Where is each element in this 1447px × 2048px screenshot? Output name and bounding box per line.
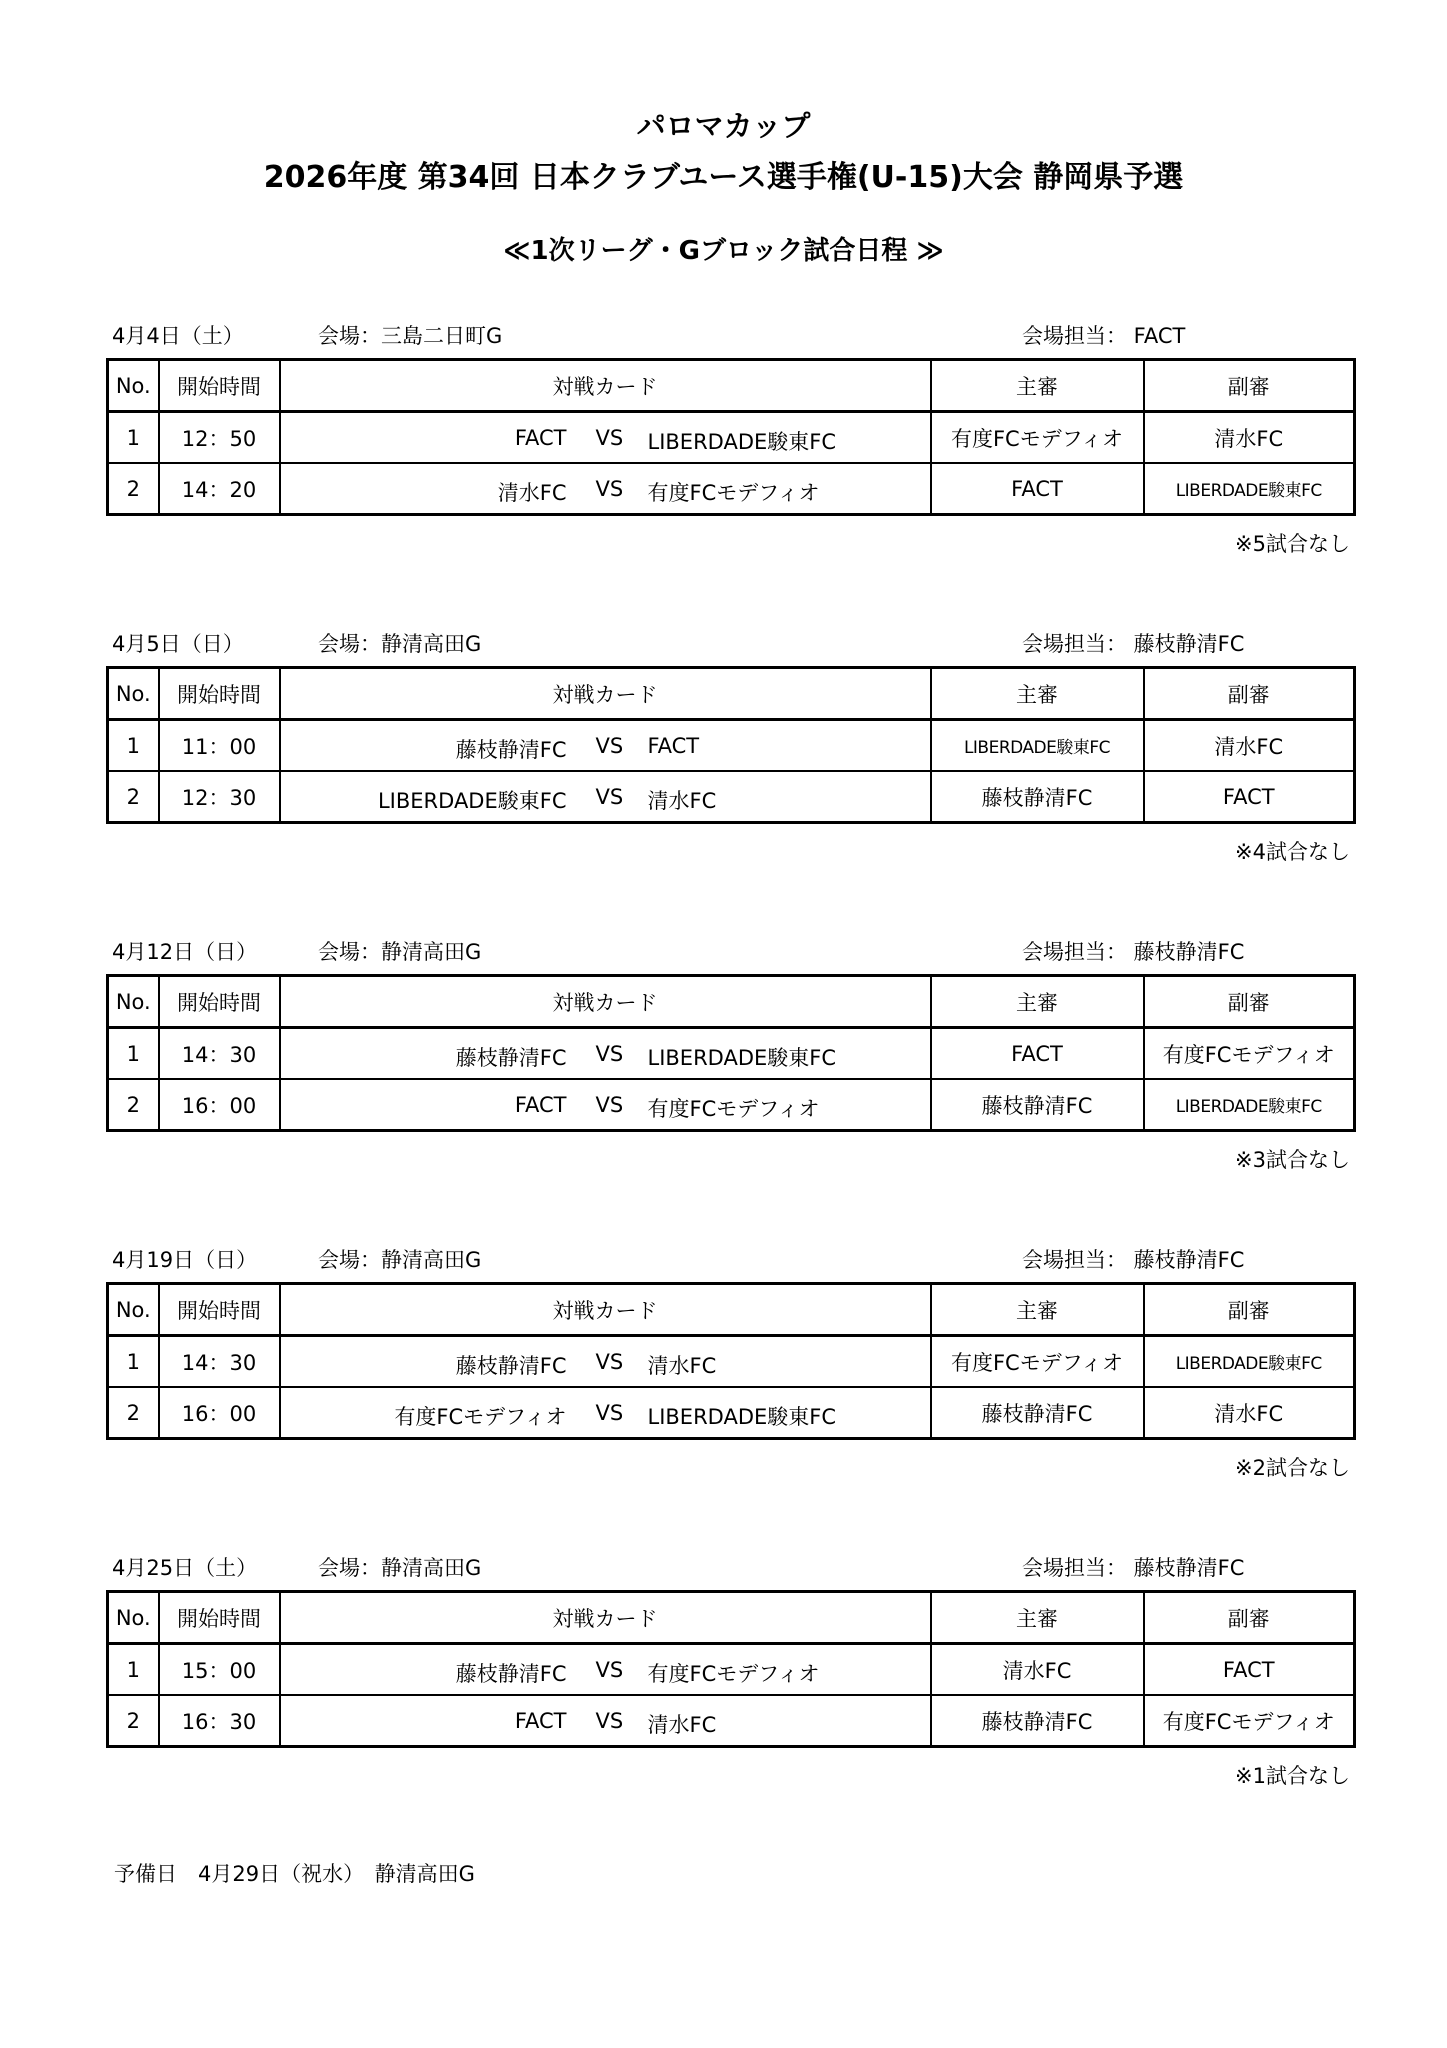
schedule-table bbox=[106, 1590, 1356, 1748]
section-note: ※5試合なし bbox=[1235, 532, 1350, 556]
start-time: 11：00 bbox=[159, 720, 280, 772]
header-no: No. bbox=[108, 668, 159, 720]
match-card bbox=[280, 1387, 931, 1439]
table-row bbox=[108, 412, 1355, 464]
header-referee: 主審 bbox=[931, 668, 1144, 720]
match-card bbox=[280, 720, 931, 772]
schedule-table bbox=[106, 358, 1356, 516]
assistant-referee: 清水FC bbox=[1144, 720, 1355, 772]
table-row bbox=[108, 1695, 1355, 1747]
away-team: 清水FC bbox=[647, 1354, 717, 1378]
home-team: 有度FCモデフィオ bbox=[394, 1405, 567, 1429]
match-no: 2 bbox=[108, 1695, 159, 1747]
vs-label: VS bbox=[595, 477, 624, 501]
start-time: 12：50 bbox=[159, 412, 280, 464]
schedule-section bbox=[106, 620, 1353, 866]
home-team: FACT bbox=[514, 426, 567, 450]
match-no: 1 bbox=[108, 720, 159, 772]
header-assistant: 副審 bbox=[1144, 360, 1355, 412]
table-row bbox=[108, 1028, 1355, 1080]
away-team: 有度FCモデフィオ bbox=[647, 1662, 820, 1686]
match-card bbox=[280, 1079, 931, 1131]
section-info bbox=[106, 1544, 1353, 1590]
reserve-day: 予備日 4月29日（祝水） 静清高田G bbox=[114, 1862, 475, 1886]
venue-manager: 会場担当： 藤枝静清FC bbox=[1022, 1556, 1245, 1580]
schedule-table bbox=[106, 1282, 1356, 1440]
venue-manager: 会場担当： 藤枝静清FC bbox=[1022, 1248, 1245, 1272]
match-no: 1 bbox=[108, 1336, 159, 1388]
header-referee: 主審 bbox=[931, 976, 1144, 1028]
vs-label: VS bbox=[595, 1709, 624, 1733]
match-date: 4月5日（日） bbox=[112, 632, 244, 656]
section-info bbox=[106, 620, 1353, 666]
assistant-referee: 有度FCモデフィオ bbox=[1144, 1028, 1355, 1080]
title-line1: パロマカップ bbox=[636, 109, 811, 143]
venue: 会場：三島二日町G bbox=[318, 324, 503, 348]
match-no: 2 bbox=[108, 1079, 159, 1131]
start-time: 14：20 bbox=[159, 463, 280, 515]
match-no: 1 bbox=[108, 412, 159, 464]
home-team: FACT bbox=[514, 1709, 567, 1733]
referee: 有度FCモデフィオ bbox=[931, 1336, 1144, 1388]
schedule-table bbox=[106, 974, 1356, 1132]
venue-manager: 会場担当： FACT bbox=[1022, 324, 1186, 348]
match-no: 2 bbox=[108, 771, 159, 823]
assistant-referee: 有度FCモデフィオ bbox=[1144, 1695, 1355, 1747]
start-time: 15：00 bbox=[159, 1644, 280, 1696]
away-team: LIBERDADE駿東FC bbox=[647, 1046, 837, 1070]
home-team: FACT bbox=[514, 1093, 567, 1117]
assistant-referee: LIBERDADE駿東FC bbox=[1144, 463, 1355, 515]
match-date: 4月12日（日） bbox=[112, 940, 258, 964]
header-no: No. bbox=[108, 976, 159, 1028]
venue: 会場：静清高田G bbox=[318, 940, 482, 964]
vs-label: VS bbox=[595, 785, 624, 809]
schedule-section bbox=[106, 1544, 1353, 1790]
referee: 藤枝静清FC bbox=[931, 1387, 1144, 1439]
vs-label: VS bbox=[595, 734, 624, 758]
table-header-row bbox=[108, 1284, 1355, 1336]
table-row bbox=[108, 463, 1355, 515]
table-row bbox=[108, 1644, 1355, 1696]
table-header-row bbox=[108, 976, 1355, 1028]
match-no: 1 bbox=[108, 1028, 159, 1080]
header-match: 対戦カード bbox=[280, 360, 931, 412]
schedule-section bbox=[106, 928, 1353, 1174]
schedule-table bbox=[106, 666, 1356, 824]
header-referee: 主審 bbox=[931, 1592, 1144, 1644]
table-header-row bbox=[108, 360, 1355, 412]
assistant-referee: 清水FC bbox=[1144, 412, 1355, 464]
away-team: 有度FCモデフィオ bbox=[647, 481, 820, 505]
assistant-referee: LIBERDADE駿東FC bbox=[1144, 1336, 1355, 1388]
schedule-section bbox=[106, 1236, 1353, 1482]
home-team: LIBERDADE駿東FC bbox=[377, 789, 567, 813]
header-referee: 主審 bbox=[931, 1284, 1144, 1336]
venue-manager: 会場担当： 藤枝静清FC bbox=[1022, 632, 1245, 656]
match-card bbox=[280, 412, 931, 464]
vs-label: VS bbox=[595, 1093, 624, 1117]
table-row bbox=[108, 1079, 1355, 1131]
section-info bbox=[106, 1236, 1353, 1282]
start-time: 14：30 bbox=[159, 1028, 280, 1080]
vs-label: VS bbox=[595, 1658, 624, 1682]
header-assistant: 副審 bbox=[1144, 668, 1355, 720]
match-card bbox=[280, 771, 931, 823]
referee: 清水FC bbox=[931, 1644, 1144, 1696]
header-time: 開始時間 bbox=[159, 668, 280, 720]
table-row bbox=[108, 771, 1355, 823]
match-date: 4月25日（土） bbox=[112, 1556, 258, 1580]
referee: FACT bbox=[931, 1028, 1144, 1080]
start-time: 14：30 bbox=[159, 1336, 280, 1388]
referee: 藤枝静清FC bbox=[931, 771, 1144, 823]
table-row bbox=[108, 1336, 1355, 1388]
referee: 藤枝静清FC bbox=[931, 1695, 1144, 1747]
away-team: LIBERDADE駿東FC bbox=[647, 1405, 837, 1429]
home-team: 藤枝静清FC bbox=[455, 1662, 567, 1686]
venue-manager: 会場担当： 藤枝静清FC bbox=[1022, 940, 1245, 964]
away-team: LIBERDADE駿東FC bbox=[647, 430, 837, 454]
venue: 会場：静清高田G bbox=[318, 1248, 482, 1272]
assistant-referee: LIBERDADE駿東FC bbox=[1144, 1079, 1355, 1131]
start-time: 16：30 bbox=[159, 1695, 280, 1747]
referee: 藤枝静清FC bbox=[931, 1079, 1144, 1131]
match-date: 4月19日（日） bbox=[112, 1248, 258, 1272]
header-assistant: 副審 bbox=[1144, 1592, 1355, 1644]
match-card bbox=[280, 1695, 931, 1747]
match-card bbox=[280, 1644, 931, 1696]
vs-label: VS bbox=[595, 426, 624, 450]
header-match: 対戦カード bbox=[280, 1284, 931, 1336]
assistant-referee: FACT bbox=[1144, 1644, 1355, 1696]
header-match: 対戦カード bbox=[280, 976, 931, 1028]
header-no: No. bbox=[108, 1284, 159, 1336]
section-info bbox=[106, 312, 1353, 358]
home-team: 清水FC bbox=[497, 481, 567, 505]
home-team: 藤枝静清FC bbox=[455, 1046, 567, 1070]
venue: 会場：静清高田G bbox=[318, 1556, 482, 1580]
match-no: 1 bbox=[108, 1644, 159, 1696]
match-card bbox=[280, 463, 931, 515]
section-note: ※4試合なし bbox=[1235, 840, 1350, 864]
vs-label: VS bbox=[595, 1350, 624, 1374]
home-team: 藤枝静清FC bbox=[455, 738, 567, 762]
title-line2: 2026年度 第34回 日本クラブユース選手権(U-15)大会 静岡県予選 bbox=[263, 160, 1184, 195]
away-team: 有度FCモデフィオ bbox=[647, 1097, 820, 1121]
section-note: ※2試合なし bbox=[1235, 1456, 1350, 1480]
start-time: 12：30 bbox=[159, 771, 280, 823]
start-time: 16：00 bbox=[159, 1079, 280, 1131]
table-header-row bbox=[108, 1592, 1355, 1644]
away-team: 清水FC bbox=[647, 1713, 717, 1737]
assistant-referee: FACT bbox=[1144, 771, 1355, 823]
away-team: 清水FC bbox=[647, 789, 717, 813]
header-assistant: 副審 bbox=[1144, 976, 1355, 1028]
venue: 会場：静清高田G bbox=[318, 632, 482, 656]
header-match: 対戦カード bbox=[280, 1592, 931, 1644]
section-note: ※3試合なし bbox=[1235, 1148, 1350, 1172]
home-team: 藤枝静清FC bbox=[455, 1354, 567, 1378]
referee: FACT bbox=[931, 463, 1144, 515]
title-line3: ≪1次リーグ・Gブロック試合日程 ≫ bbox=[503, 236, 944, 266]
header-no: No. bbox=[108, 1592, 159, 1644]
referee: 有度FCモデフィオ bbox=[931, 412, 1144, 464]
section-note: ※1試合なし bbox=[1235, 1764, 1350, 1788]
header-time: 開始時間 bbox=[159, 1592, 280, 1644]
vs-label: VS bbox=[595, 1401, 624, 1425]
vs-label: VS bbox=[595, 1042, 624, 1066]
header-time: 開始時間 bbox=[159, 976, 280, 1028]
match-card bbox=[280, 1028, 931, 1080]
match-date: 4月4日（土） bbox=[112, 324, 244, 348]
match-card bbox=[280, 1336, 931, 1388]
header-referee: 主審 bbox=[931, 360, 1144, 412]
table-row bbox=[108, 1387, 1355, 1439]
table-header-row bbox=[108, 668, 1355, 720]
header-time: 開始時間 bbox=[159, 1284, 280, 1336]
match-no: 2 bbox=[108, 463, 159, 515]
header-no: No. bbox=[108, 360, 159, 412]
header-match: 対戦カード bbox=[280, 668, 931, 720]
header-time: 開始時間 bbox=[159, 360, 280, 412]
match-no: 2 bbox=[108, 1387, 159, 1439]
table-row bbox=[108, 720, 1355, 772]
start-time: 16：00 bbox=[159, 1387, 280, 1439]
header-assistant: 副審 bbox=[1144, 1284, 1355, 1336]
section-info bbox=[106, 928, 1353, 974]
referee: LIBERDADE駿東FC bbox=[931, 720, 1144, 772]
away-team: FACT bbox=[647, 734, 700, 758]
schedule-section bbox=[106, 312, 1353, 558]
assistant-referee: 清水FC bbox=[1144, 1387, 1355, 1439]
